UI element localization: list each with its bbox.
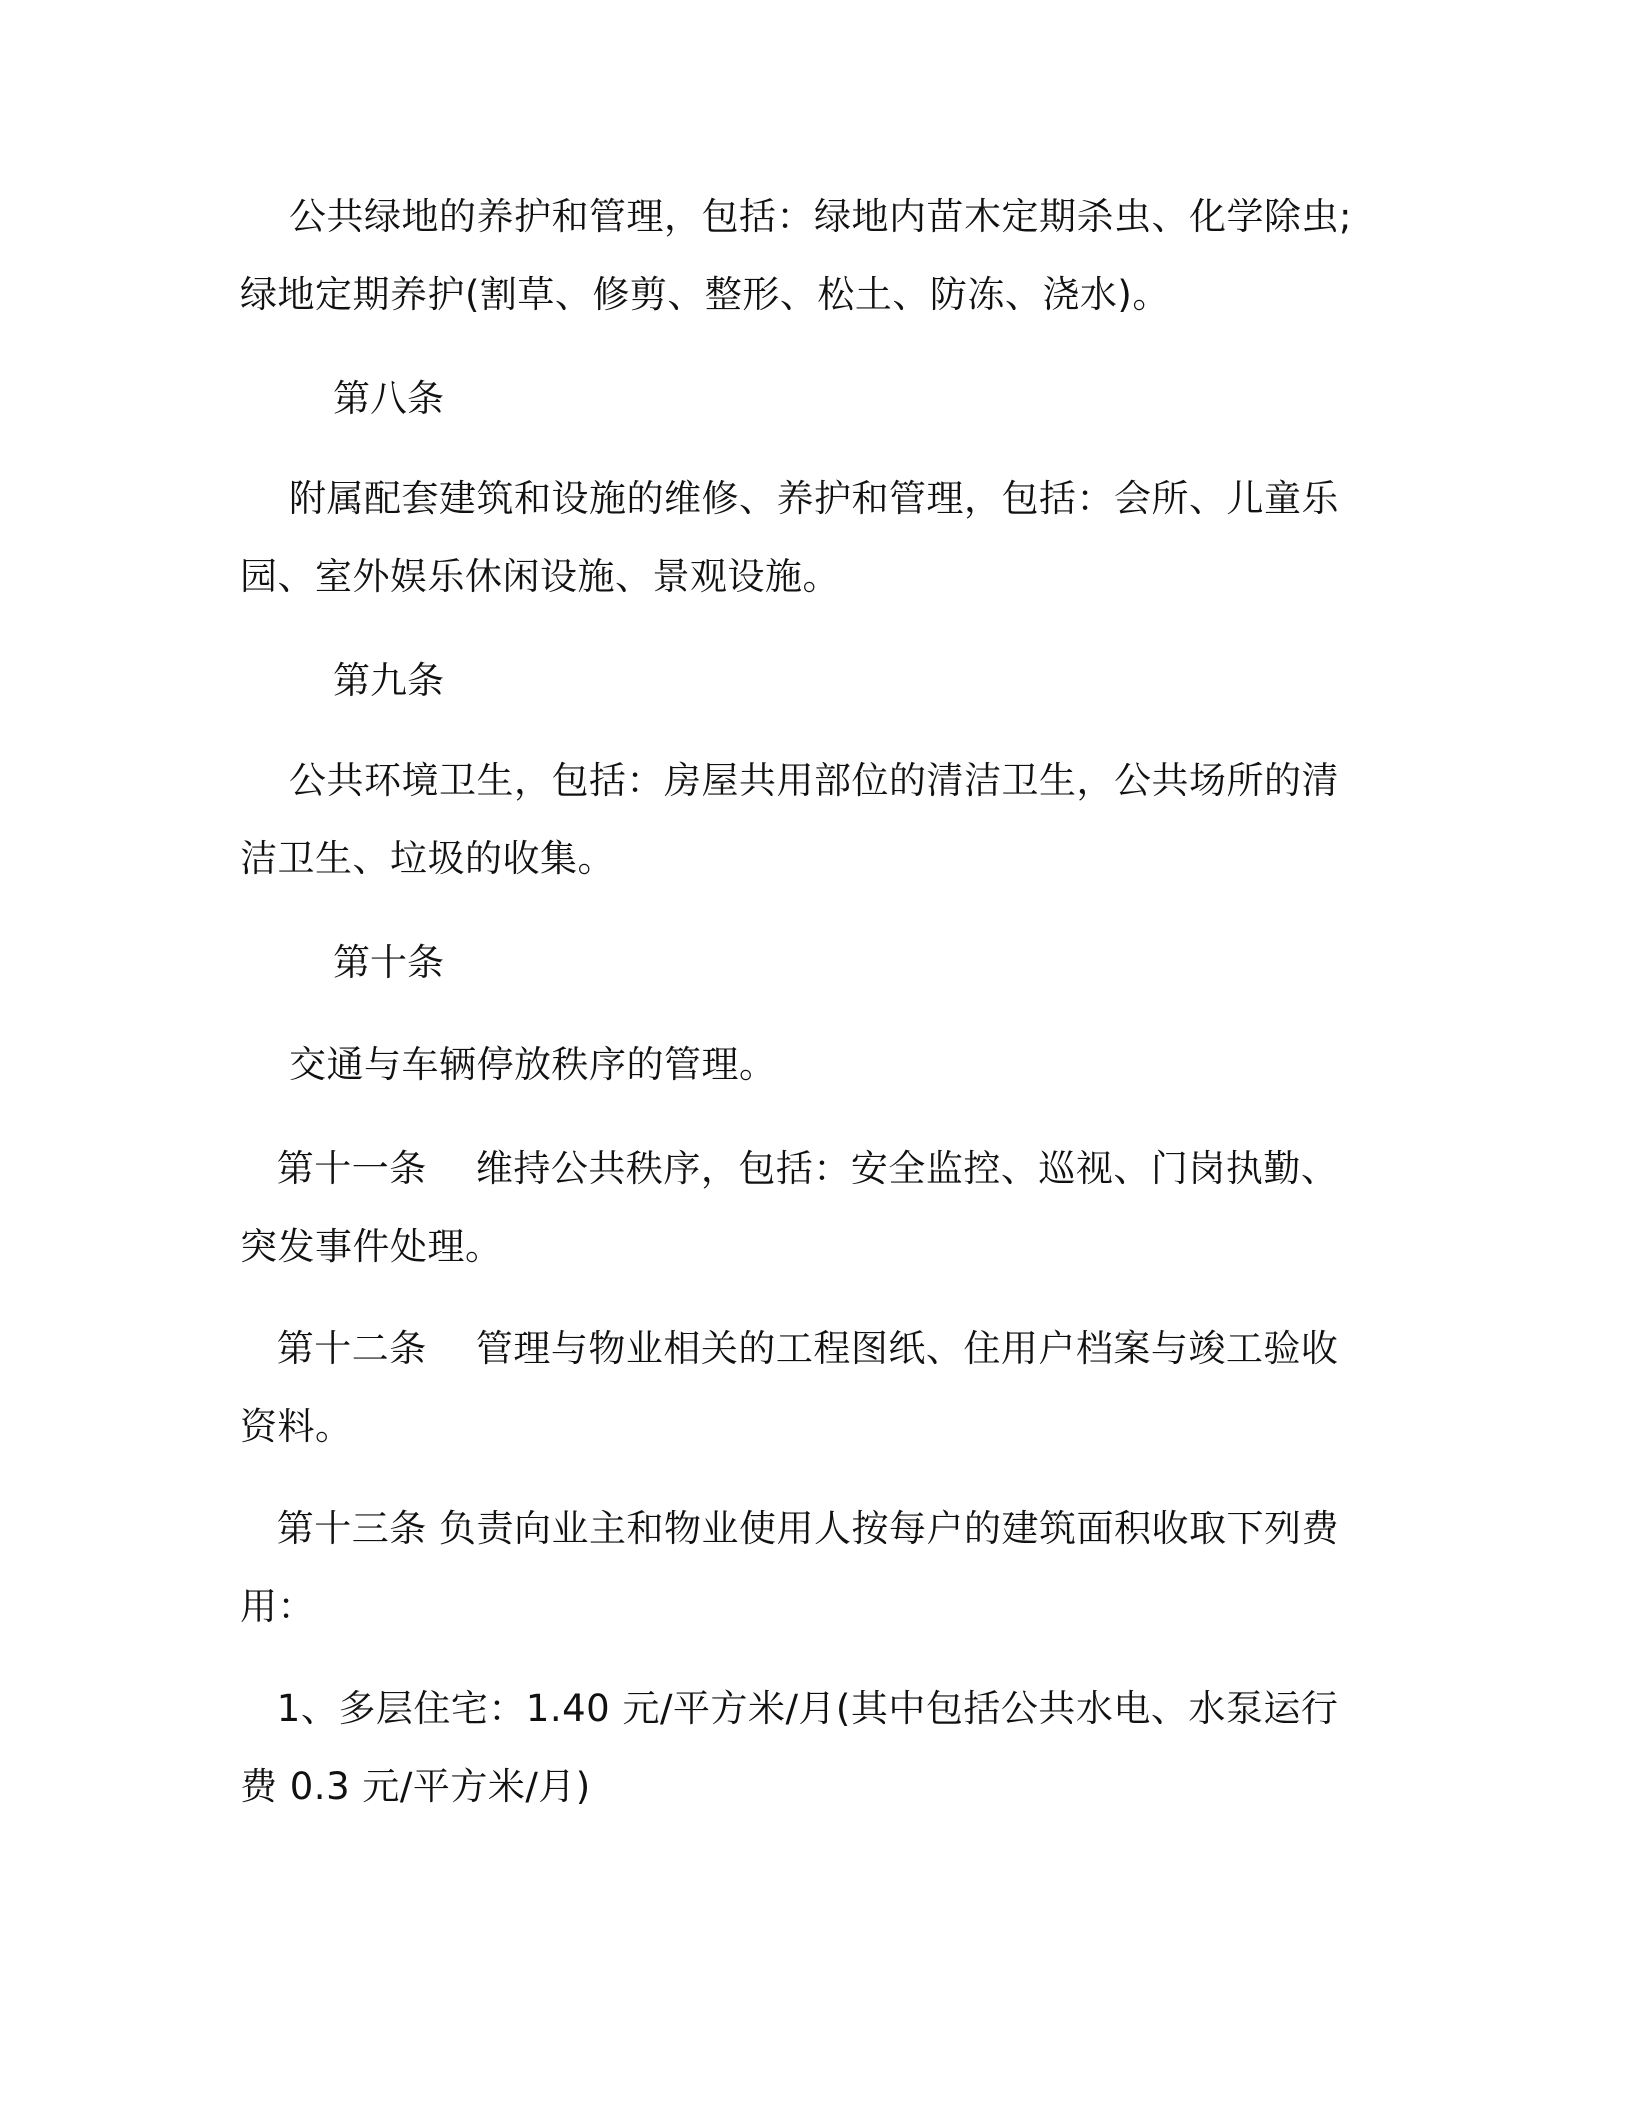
article-10-heading: 第十条 <box>333 941 444 984</box>
paragraph-traffic: 交通与车辆停放秩序的管理。 <box>240 1043 777 1086</box>
paragraph-article-13-line1: 第十三条 负责向业主和物业使用人按每户的建筑面积收取下列费 <box>240 1507 1340 1550</box>
paragraph-fee-item-1-line1: 1、多层住宅：1.40 元/平方米/月(其中包括公共水电、水泵运行 <box>240 1687 1339 1730</box>
paragraph-green-space-line1: 公共绿地的养护和管理，包括：绿地内苗木定期杀虫、化学除虫; <box>240 195 1353 238</box>
paragraph-article-12-line1: 第十二条 管理与物业相关的工程图纸、住用户档案与竣工验收 <box>240 1327 1339 1370</box>
paragraph-sanitation-line2: 洁卫生、垃圾的收集。 <box>240 837 615 880</box>
paragraph-article-13-line2: 用： <box>240 1585 315 1628</box>
paragraph-sanitation-line1: 公共环境卫生，包括：房屋共用部位的清洁卫生，公共场所的清 <box>240 759 1340 802</box>
paragraph-fee-item-1-line2: 费 0.3 元/平方米/月) <box>240 1765 591 1808</box>
paragraph-article-12-line2: 资料。 <box>240 1405 353 1448</box>
paragraph-green-space-line2: 绿地定期养护(割草、修剪、整形、松土、防冻、浇水)。 <box>240 273 1170 316</box>
paragraph-article-11-line2: 突发事件处理。 <box>240 1225 503 1268</box>
paragraph-facilities-line2: 园、室外娱乐休闲设施、景观设施。 <box>240 555 840 598</box>
paragraph-article-11-line1: 第十一条 维持公共秩序，包括：安全监控、巡视、门岗执勤、 <box>240 1147 1339 1190</box>
article-8-heading: 第八条 <box>333 377 444 420</box>
paragraph-facilities-line1: 附属配套建筑和设施的维修、养护和管理，包括：会所、儿童乐 <box>240 477 1340 520</box>
article-9-heading: 第九条 <box>333 659 444 702</box>
